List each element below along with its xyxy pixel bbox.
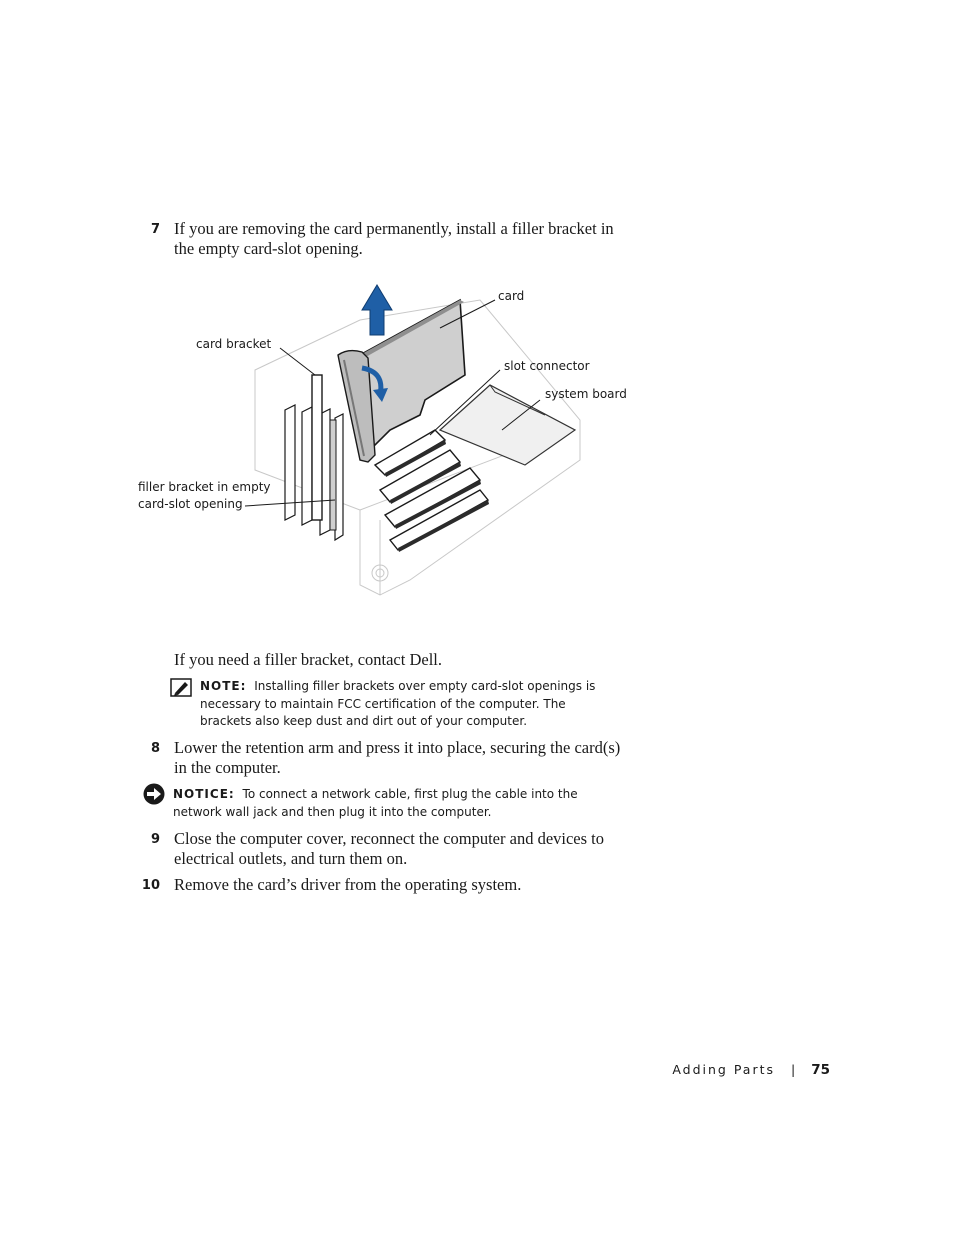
note-text: Installing filler brackets over empty card-slot openings is necessary to maintain FCC certification of the computer. The brackets also keep dust and dirt out of your computer. (200, 679, 596, 728)
step-text: Remove the card’s driver from the operating system. (174, 875, 522, 894)
footer-separator: | (791, 1062, 796, 1077)
page-footer (600, 1062, 830, 1078)
notice-block (173, 786, 623, 821)
step-number: 10 (141, 878, 160, 893)
notice-arrow-icon (143, 783, 165, 805)
notice-text: To connect a network cable, first plug the cable into the network wall jack and then plug it into the computer. (173, 787, 578, 819)
step-number: 8 (150, 741, 160, 756)
page-number: 75 (811, 1062, 830, 1078)
callout-card-bracket: card bracket (196, 337, 272, 351)
step-text: Close the computer cover, reconnect the computer and devices to electrical outlets, and turn them on. (174, 829, 605, 868)
note-block (200, 678, 620, 731)
pencil-note-icon (170, 678, 192, 697)
callout-slot-connector: slot connector (504, 359, 590, 373)
card-removal-illustration (240, 280, 600, 610)
step-text: If you are removing the card permanently, install a filler bracket in the empty card-slot opening. (174, 219, 614, 258)
step-number: 7 (150, 222, 160, 237)
footer-section-title: Adding Parts (672, 1062, 776, 1077)
step-text: Lower the retention arm and press it into place, securing the card(s) in the computer. (174, 738, 621, 777)
callout-filler-bracket-line1: filler bracket in empty (138, 480, 271, 494)
callout-card: card (498, 289, 525, 303)
filler-bracket-text: If you need a filler bracket, contact Dell. (174, 650, 442, 669)
step-number: 9 (150, 832, 160, 847)
callout-system-board: system board (545, 387, 627, 401)
callout-filler-bracket-line2: card-slot opening (138, 497, 243, 511)
note-label: NOTE: (200, 679, 247, 693)
notice-label: NOTICE: (173, 787, 235, 801)
